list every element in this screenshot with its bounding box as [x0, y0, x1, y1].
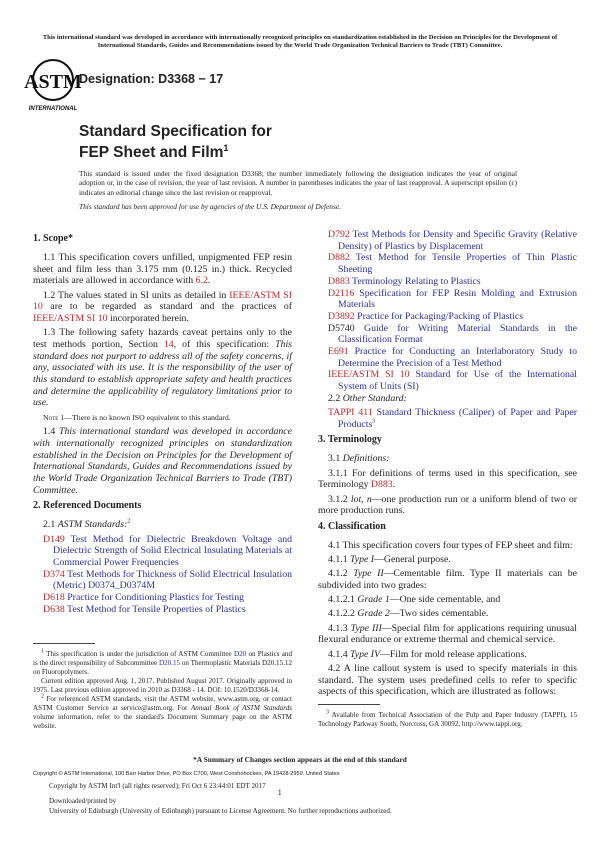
text: 4.1 This specification covers four types of FEP sheet and film:	[328, 539, 573, 551]
reference-item	[318, 323, 577, 346]
document-title	[79, 123, 272, 161]
footnote-ref[interactable]: 2	[127, 519, 131, 526]
text: —One side cementable, and	[389, 594, 501, 606]
title-link[interactable]: Test Method for Tensile Properties of Thin Plastic Sheeting	[338, 252, 577, 276]
page-footer	[33, 755, 578, 816]
standard-link[interactable]: E691	[328, 346, 349, 358]
paragraph	[318, 711, 577, 729]
standard-link[interactable]: D3892	[328, 310, 355, 322]
paragraph	[318, 608, 577, 620]
text: 1.2 The values stated in SI units as detailed in	[43, 289, 230, 301]
preamble	[79, 169, 517, 217]
section-heading	[318, 434, 577, 446]
download-line: Copyright by ASTM Int'l (all rights reserved); Fri Oct 6 23:44:01 EDT 2017	[49, 782, 266, 790]
standard-link[interactable]: TAPPI 411	[328, 407, 373, 419]
text: —Cementable film. Type II materials can be subdivided into two grades:	[318, 568, 577, 592]
standard-link[interactable]: D374	[43, 568, 65, 580]
paragraph	[33, 290, 292, 325]
paragraph	[318, 453, 577, 465]
italic-text: Grade 2	[357, 608, 390, 620]
left-column-wrapper	[33, 229, 292, 731]
title-link[interactable]: Practice for Conditioning Plastics for Testing	[64, 592, 245, 604]
right-column	[318, 229, 577, 700]
preamble-text: This standard is issued under the fixed designation D3368; the number immediately following the designation indicates the year of original adoption or, in the case of revision, the year of last revision. A number in parentheses indicates the year of last reapproval. A superscript epsilon (ε) indicates an editorial change since the last revision or reapproval.	[79, 169, 517, 197]
italic-text: This standard does not purport to address all of the safety concerns, if any, associated with its use. It is the responsibility of the user of this standard to establish appropriate safety and health practices and determine the applicability of regulatory limitations prior to use.	[33, 338, 292, 409]
paragraph	[318, 540, 577, 552]
text: are to be regarded as standard and the practices of	[42, 301, 292, 313]
text: , of this specification:	[173, 338, 276, 350]
text: 1.3 The following safety hazards caveat pertains only to the test methods portion, Section	[33, 327, 292, 350]
text: 3.1.1 For definitions of terms used in this specification, see Terminology	[318, 467, 577, 491]
standard-link[interactable]: 14	[163, 338, 174, 350]
page-number: 1	[277, 788, 282, 797]
text: 1.4	[43, 426, 60, 438]
title-link[interactable]: Guide for Writing Material Standards in the Classification Format	[338, 322, 577, 346]
title-link[interactable]: D20.15	[158, 659, 181, 667]
italic-text: lot, n	[350, 493, 372, 505]
footnotes-left	[33, 650, 292, 731]
text: volume information, refer to the standard's Document Summary page on the ASTM website.	[33, 713, 292, 730]
text: —one production run or a uniform blend of two or more production runs.	[318, 493, 578, 517]
designation: Designation: D3368 − 17	[79, 72, 224, 86]
download-row	[33, 782, 578, 816]
title-link[interactable]: Test Method for Dielectric Breakdown Voltage and Dielectric Strength of Solid Electrical Insulating Materials at Commercial Power Frequencies	[53, 533, 292, 568]
download-line: University of Edinburgh (University of Edinburgh) pursuant to License Agreement. No further reproductions authorized.	[49, 806, 392, 815]
standard-link[interactable]: 6.2	[195, 275, 208, 287]
text: 4.1.2	[328, 568, 354, 580]
italic-text: Type II	[353, 568, 384, 580]
standard-link[interactable]: IEEE/ASTM SI 10	[33, 313, 108, 325]
download-info	[49, 782, 392, 816]
paragraph	[318, 468, 577, 491]
summary-of-changes-note: *A Summary of Changes section appears at the end of this standard	[193, 755, 407, 764]
reference-item	[318, 311, 577, 323]
italic-text: ASTM Standards:	[57, 519, 128, 531]
paragraph	[318, 623, 577, 646]
paragraph	[33, 677, 292, 695]
paragraph	[318, 568, 577, 591]
italic-text: Other Standard:	[342, 392, 407, 404]
italic-text: Grade 1	[357, 594, 390, 606]
paragraph	[33, 695, 292, 731]
text: —Two sides cementable.	[389, 608, 489, 620]
paragraph	[33, 327, 292, 409]
text: incorporated herein.	[107, 313, 189, 325]
text: 1.1 This specification covers unfilled, unpigmented FEP resin sheet and film less than 3.175 mm (0.125 in.) thick. Recycled materials are allowed in accordance with	[33, 252, 292, 287]
dod-approval-note: This standard has been approved for use by agencies of the U.S. Department of Defense.	[79, 202, 341, 212]
text: For referenced ASTM standards, visit the ASTM website, www.astm.org, or contact ASTM Customer Service at service@astm.org. For	[33, 695, 292, 712]
reference-item	[318, 288, 577, 311]
italic-text: Type I	[350, 554, 375, 566]
text: 3. Terminology	[318, 434, 382, 446]
text: D5740	[328, 322, 355, 334]
italic-text: Definitions:	[342, 453, 390, 465]
title-link[interactable]: Practice for Conducting an Interlaboratory Study to Determine the Precision of a Test Method	[338, 346, 577, 369]
text: Available from Technical Association of the Pulp and Paper Industry (TAPPI), 15 Technology Parkway South, Norcross, GA 30092, http://www.tappi.org.	[318, 711, 577, 729]
paragraph	[318, 649, 577, 661]
title-line-2	[79, 140, 272, 161]
text: —Special film for applications requiring unusual flexural endurance or extreme thermal and chemical service.	[318, 622, 577, 646]
title-text: FEP Sheet and Film	[79, 144, 224, 162]
standard-link[interactable]: IEEE/ASTM SI 10	[328, 369, 410, 381]
svg-text:ASTM: ASTM	[24, 71, 82, 93]
title-link[interactable]: Test Methods for Density and Specific Gravity (Relative Density) of Plastics by Displacement	[338, 229, 577, 252]
paragraph	[318, 554, 577, 566]
reference-item	[318, 346, 577, 369]
paragraph	[318, 494, 577, 517]
footnote-ref[interactable]: 3	[372, 418, 376, 425]
title-link[interactable]: Practice for Packaging/Packing of Plastics	[354, 310, 524, 322]
text: 4.2 A line callout system is used to specify materials in this standard. The system uses predefined cells to refer to specific aspects of this specification, which are illustrated as follows:	[318, 662, 577, 698]
title-link[interactable]: D20	[233, 650, 247, 658]
text: on Thermoplastic Materials D20.15.12 on Fluoropolymers.	[33, 659, 292, 676]
reference-item	[318, 276, 577, 288]
reference-item	[318, 369, 577, 392]
footnote-ref[interactable]: 3	[326, 710, 329, 717]
reference-item	[318, 407, 577, 430]
paragraph	[33, 519, 292, 531]
italic-text: Type IV	[350, 648, 381, 660]
title-link[interactable]: Test Method for Tensile Properties of Plastics	[64, 603, 246, 615]
reference-item	[318, 229, 577, 252]
text: 4.1.2.2	[328, 608, 358, 620]
text: This specification is under the jurisdiction of ASTM Committee	[44, 650, 234, 658]
text: —General purpose.	[374, 554, 451, 566]
svg-text:INTERNATIONAL: INTERNATIONAL	[28, 106, 78, 112]
text: —Film for mold release applications.	[380, 648, 527, 660]
paragraph	[33, 252, 292, 287]
standard-link[interactable]: D618	[43, 592, 65, 604]
title-link[interactable]: Specification for FEP Resin Molding and Extrusion Materials	[338, 287, 577, 311]
title-link[interactable]: Test Methods for Thickness of Solid Electrical Insulation (Metric) D0374_D0374M	[53, 568, 292, 592]
text: 4.1.2.1	[328, 594, 358, 606]
note	[33, 413, 292, 423]
standard-link[interactable]: D149	[43, 533, 65, 545]
text: 2. Referenced Documents	[33, 500, 142, 512]
text: 1. Scope*	[33, 233, 73, 244]
standard-link[interactable]: IEEE/ASTM SI 10	[33, 289, 292, 313]
text: on Plastics and is the direct responsibility of Subcommittee	[33, 650, 292, 667]
copyright-line: Copyright © ASTM International, 100 Barr Harbor Drive, PO Box C700, West Conshohocken, PA 19428-2959. United States	[33, 771, 340, 777]
footnote-ref[interactable]: 2	[41, 693, 44, 700]
reference-item	[33, 604, 292, 616]
standard-link[interactable]: D882	[328, 252, 350, 264]
text: 4.1.1	[328, 554, 351, 566]
text: 2.2	[328, 392, 343, 404]
paragraph	[33, 650, 292, 677]
text: 4.1.3	[328, 622, 351, 634]
text: Current edition approved Aug. 1, 2017. Published August 2017. Originally approved in 1975. Last previous edition approved in 2010 as D3368 - 14. DOI: 10.1520/D3368-14.	[33, 677, 292, 694]
standard-link[interactable]: D883	[328, 275, 350, 287]
paragraph	[318, 663, 577, 698]
paragraph	[33, 426, 292, 496]
text: 2.1	[43, 519, 58, 531]
download-line: Downloaded/printed by	[49, 797, 117, 806]
tbt-notice: This international standard was developed in accordance with internationally recognized principles on standardization established in the Decision on Principles for the Development of International Standards, Guides and Recommendations issued by the World Trade Organization Technical Barriers to Trade (TBT) Committee.	[42, 34, 558, 50]
reference-item	[33, 569, 292, 592]
reference-item	[33, 534, 292, 569]
title-footnote-ref[interactable]: 1	[223, 143, 229, 153]
italic-text: Type III	[350, 622, 382, 634]
reference-item	[33, 592, 292, 604]
text: 4.1.4	[328, 648, 351, 660]
two-column-layout	[33, 229, 578, 731]
footnote-divider	[33, 643, 95, 644]
download-first-row	[49, 782, 392, 797]
section-heading	[33, 233, 292, 245]
paragraph	[318, 393, 577, 405]
footnotes-right	[318, 711, 577, 729]
italic-text: This international standard was developed in accordance with internationally recognized principles on standardization established in the Decision on Principles for the Development of International Standards, Guides and Recommendations issued by the World Trade Organization Technical Barriers to Trade (TBT) Committee.	[33, 426, 292, 496]
italic-text: Annual Book of ASTM Standards	[190, 704, 292, 712]
section-heading	[33, 500, 292, 512]
text: .	[392, 479, 396, 491]
paragraph	[318, 594, 577, 606]
title-link[interactable]: Standard for Use of the International System of Units (SI)	[338, 369, 577, 393]
reference-item	[318, 252, 577, 275]
title-link[interactable]: Terminology Relating to Plastics	[349, 275, 481, 287]
text: Note	[43, 413, 59, 423]
title-link[interactable]: Standard Thickness (Caliper) of Paper and Paper Products	[338, 407, 577, 430]
standard-link[interactable]: D883	[370, 479, 393, 491]
text: 1—There is no known ISO equivalent to this standard.	[58, 413, 231, 423]
footnote-ref[interactable]: 1	[41, 648, 44, 655]
title-line-1: Standard Specification for	[79, 123, 272, 140]
text: 4. Classification	[318, 520, 386, 532]
section-heading	[318, 521, 577, 533]
right-column-wrapper	[318, 229, 577, 729]
standard-link[interactable]: D792	[328, 229, 350, 240]
astm-logo	[24, 58, 82, 112]
standard-link[interactable]: D2116	[328, 287, 355, 299]
footnote-divider	[318, 704, 380, 705]
text: .	[207, 275, 211, 287]
text: 3.1.2	[328, 493, 351, 505]
text: 3.1	[328, 453, 343, 465]
left-column	[33, 229, 292, 639]
standard-link[interactable]: D638	[43, 603, 65, 615]
